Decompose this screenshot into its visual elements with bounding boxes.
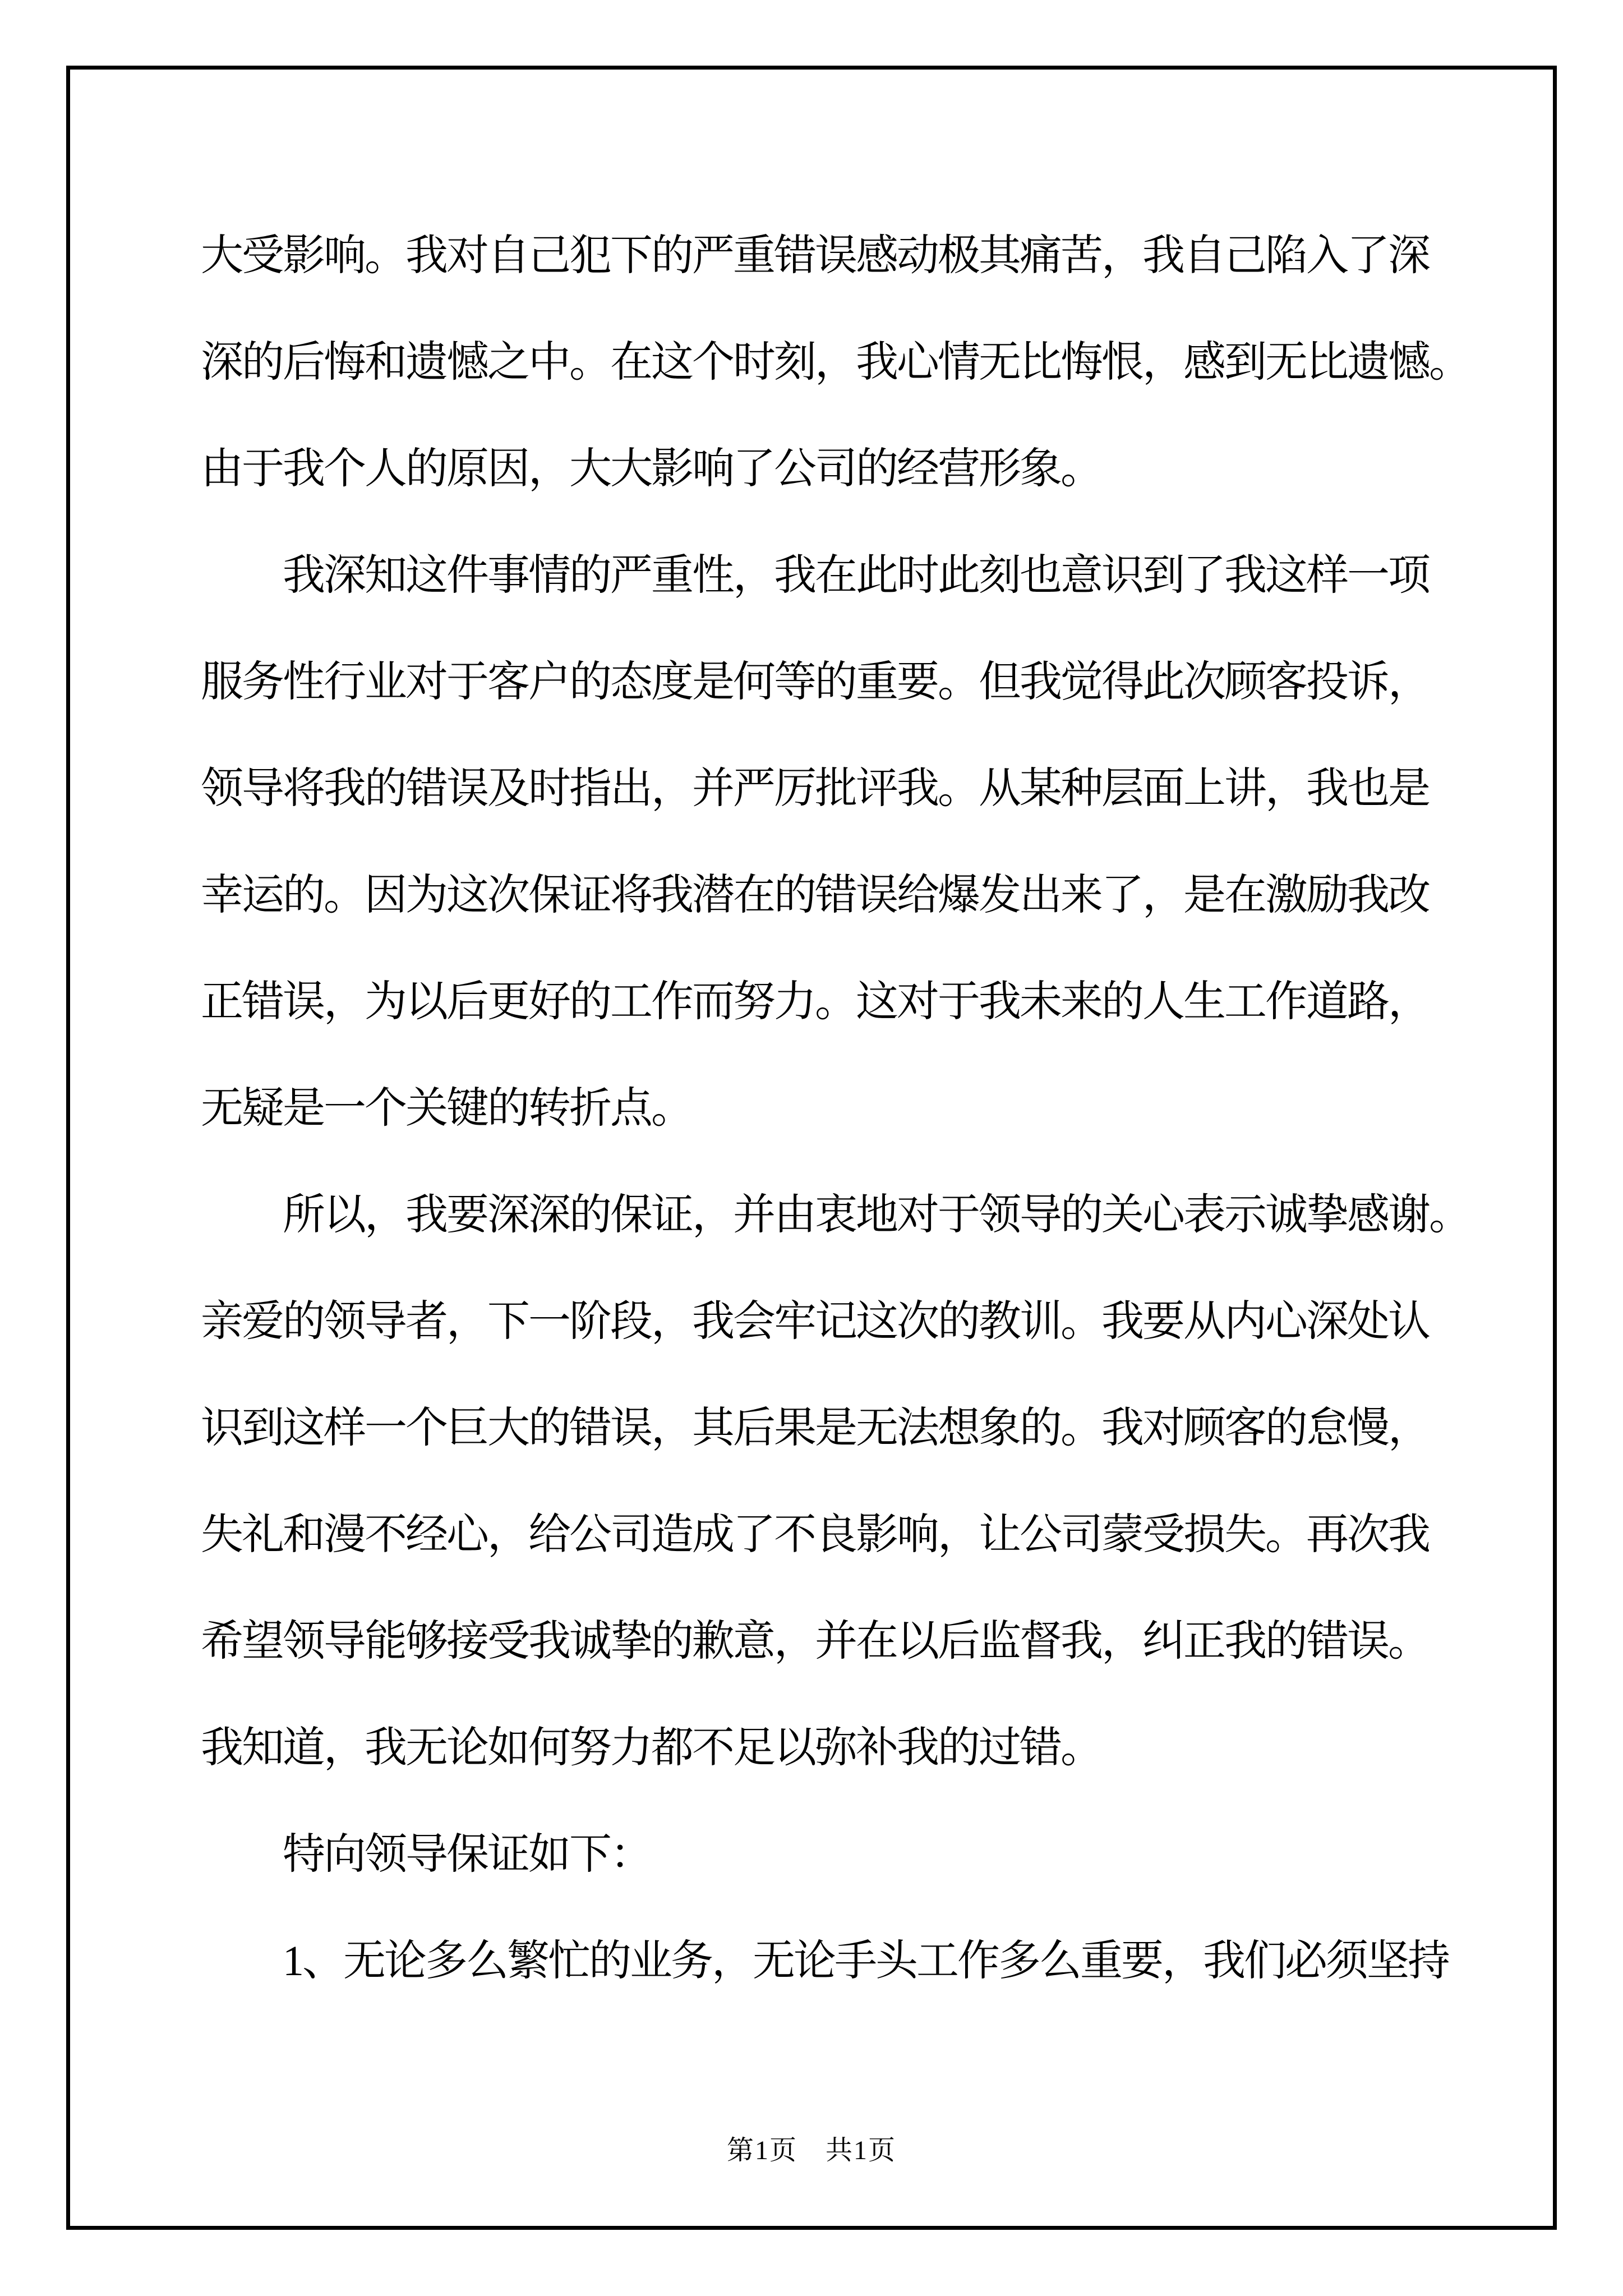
text-line: 正错误，为以后更好的工作而努力。这对于我未来的人生工作道路， — [201, 978, 1429, 1025]
page-border-frame — [66, 66, 1557, 2230]
text-line: 所以，我要深深的保证，并由衷地对于领导的关心表示诚挚感谢。 — [283, 1191, 1470, 1239]
page-number-footer: 第1页 共1页 — [726, 2136, 896, 2165]
text-line: 特向领导保证如下： — [283, 1831, 651, 1878]
text-line: 亲爱的领导者，下一阶段，我会牢记这次的教训。我要从内心深处认 — [201, 1298, 1429, 1345]
text-line: 无疑是一个关键的转折点。 — [201, 1085, 692, 1132]
text-line: 幸运的。因为这次保证将我潜在的错误给爆发出来了，是在激励我改 — [201, 872, 1429, 919]
text-line: 失礼和漫不经心，给公司造成了不良影响，让公司蒙受损失。再次我 — [201, 1511, 1429, 1558]
text-line: 大受影响。我对自己犯下的严重错误感动极其痛苦，我自己陷入了深 — [201, 232, 1429, 279]
text-line: 深的后悔和遗憾之中。在这个时刻，我心情无比悔恨，感到无比遗憾。 — [201, 339, 1470, 386]
text-line: 由于我个人的原因，大大影响了公司的经营形象。 — [201, 445, 1101, 493]
text-line: 领导将我的错误及时指出，并严厉批评我。从某种层面上讲，我也是 — [201, 765, 1429, 812]
text-line: 服务性行业对于客户的态度是何等的重要。但我觉得此次顾客投诉， — [201, 659, 1429, 706]
text-line: 我知道，我无论如何努力都不足以弥补我的过错。 — [201, 1724, 1101, 1772]
text-line: 1、无论多么繁忙的业务，无论手头工作多么重要，我们必须坚持 — [283, 1938, 1449, 1985]
text-line: 识到这样一个巨大的错误，其后果是无法想象的。我对顾客的怠慢， — [201, 1405, 1429, 1452]
text-line: 希望领导能够接受我诚挚的歉意，并在以后监督我，纠正我的错误。 — [201, 1618, 1429, 1665]
text-line: 我深知这件事情的严重性，我在此时此刻也意识到了我这样一项 — [283, 552, 1429, 599]
